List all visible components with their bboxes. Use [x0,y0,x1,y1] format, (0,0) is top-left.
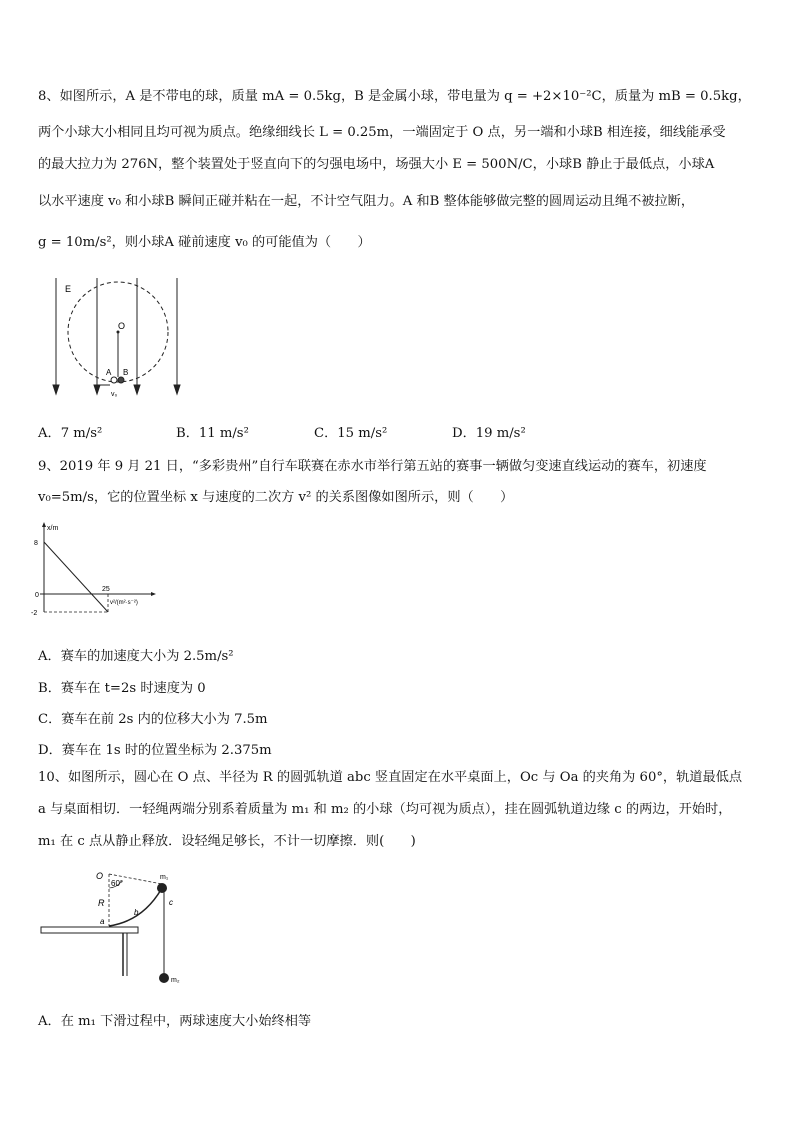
ball-b [118,377,124,383]
q9-option-c: C．赛车在前 2s 内的位移大小为 7.5m [38,712,268,727]
tick-0: 0 [35,592,39,599]
label-m1: m₁ [160,874,169,881]
label-b: b [134,908,139,917]
q10-line-2: a 与桌面相切．一轻绳两端分别系着质量为 m₁ 和 m₂ 的小球（均可视为质点），挂在圆弧轨道边缘 c 的两边，开始时， [38,802,732,817]
q8-line-4: 以水平速度 v₀ 和小球B 瞬间正碰并粘在一起，不计空气阻力。A 和B 整体能够做完整的圆周运动且绳不被拉断， [38,194,695,209]
label-angle: 60° [111,879,124,888]
tick-neg2: -2 [31,610,38,617]
field-arrow [134,385,140,394]
field-arrow [53,385,59,394]
q10-option-a: A．在 m₁ 下滑过程中，两球速度大小始终相等 [38,1014,312,1029]
label-r: R [98,898,105,908]
q10-line-1: 10、如图所示，圆心在 O 点、半径为 R 的圆弧轨道 abc 竖直固定在水平桌面上，Oc 与 Oa 的夹角为 60°，轨道最低点 [38,770,743,785]
q9-line-1: 9、2019 年 9 月 21 日，“多彩贵州”自行车联赛在赤水市举行第五站的赛事一辆做匀变速直线运动的赛车，初速度 [38,459,707,474]
q9-graph [30,520,160,620]
q8-line-3: 的最大拉力为 276N，整个装置处于竖直向下的匀强电场中，场强大小 E = 500N/C，小球B 静止于最低点，小球A [38,157,715,172]
ball-m1 [157,883,167,893]
q9-option-a: A．赛车的加速度大小为 2.5m/s² [38,649,234,664]
q8-figure [38,272,188,402]
q8-option-b: B．11 m/s² [176,426,249,441]
q10-figure [38,866,198,996]
q9-option-d: D．赛车在 1s 时的位置坐标为 2.375m [38,743,272,758]
label-v0: v₀ [111,391,118,398]
q10-line-3: m₁ 在 c 点从静止释放．设轻绳足够长，不计一切摩擦．则( ) [38,834,416,849]
y-axis-label: x/m [47,525,59,532]
q8-option-a: A．7 m/s² [38,426,103,441]
q8-option-d: D．19 m/s² [452,426,526,441]
label-a: a [100,917,105,926]
arc-track [109,888,162,926]
q9-line-2: v₀=5m/s，它的位置坐标 x 与速度的二次方 v² 的关系图像如图所示，则（ ） [38,490,514,505]
x-axis-label: v²/(m²·s⁻²) [110,600,138,606]
label-b: B [123,368,129,377]
tick-25: 25 [102,586,110,593]
label-o: O [118,321,126,331]
graph-line [44,542,108,612]
label-c: c [169,898,173,907]
tick-8: 8 [34,540,38,547]
ball-m2 [159,973,169,983]
q8-line-5: g = 10m/s²，则小球A 碰前速度 v₀ 的可能值为（ ） [38,235,371,250]
q8-line-1: 8、如图所示，A 是不带电的球，质量 mA = 0.5kg，B 是金属小球，带电量为 q = +2×10⁻²C，质量为 mB = 0.5kg， [38,89,751,104]
label-m2: m₂ [171,977,180,984]
field-arrow [94,385,100,394]
x-axis-arrow [151,592,156,596]
y-axis-arrow [42,522,46,527]
label-a: A [106,368,112,377]
field-arrow [174,385,180,394]
q8-option-c: C．15 m/s² [314,426,388,441]
q9-option-b: B．赛车在 t=2s 时速度为 0 [38,681,206,696]
ball-a [111,377,117,383]
q8-line-2: 两个小球大小相同且均可视为质点。绝缘细线长 L = 0.25m，一端固定于 O 点，另一端和小球B 相连接，细线能承受 [38,125,726,140]
label-e: E [65,284,72,294]
table-top [41,927,138,933]
label-o: O [96,871,104,881]
